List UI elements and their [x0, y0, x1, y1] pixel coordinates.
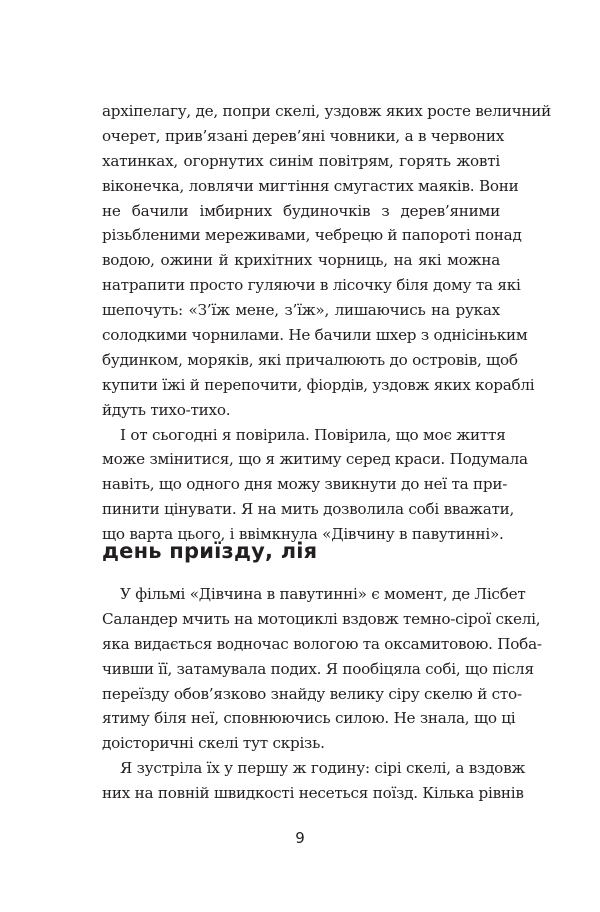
text-line: ятиму біля неї, сповнюючись силою. Не знала, що ці	[102, 709, 516, 728]
text-line: може змінитися, що я житиму серед краси. Подумала	[102, 450, 528, 469]
text-line: що варта цього, і ввімкнула «Дівчину в павутинні».	[102, 525, 504, 544]
paragraph-1	[102, 99, 551, 423]
text-line: Я зустріла їх у першу ж годину: сірі скелі, а вздовж	[120, 759, 526, 778]
text-line: І от сьогодні я повірила. Повірила, що моє життя	[120, 425, 506, 444]
text-block-top	[102, 99, 551, 547]
section-heading: день приїзду, лія	[102, 539, 318, 563]
text-line: очерет, прив’язані дерев’яні човники, а в червоних	[102, 126, 505, 145]
text-line: У фільмі «Дівчина в павутинні» є момент, де Лісбет	[120, 585, 526, 603]
text-line: купити їжі й перепочити, фіордів, уздовж яких кораблі	[102, 375, 535, 394]
text-line: чивши її, затамувала подих. Я пообіцяла собі, що після	[102, 659, 534, 678]
book-page	[102, 99, 551, 803]
text-line: йдуть тихо-тихо.	[102, 400, 231, 419]
text-line: доісторичні скелі тут скрізь.	[102, 734, 325, 753]
text-line: них на повній швидкості несеться поїзд. Кілька рівнів	[102, 784, 524, 803]
text-line: переїзду обов’язково знайду велику сіру скелю й сто-	[102, 684, 522, 703]
text-line: натрапити просто гуляючи в лісочку біля дому та які	[102, 276, 521, 295]
text-line: Саландер мчить на мотоциклі вздовж темно-сірої скелі,	[102, 609, 541, 628]
text-line: шепочуть: «З’їж мене, з’їж», лишаючись на руках	[102, 301, 500, 320]
text-line: пинити цінувати. Я на мить дозволила собі вважати,	[102, 500, 515, 519]
text-line: будинком, моряків, які причалюють до островів, щоб	[102, 350, 518, 369]
text-block-bottom	[102, 582, 542, 806]
text-line: не бачили імбирних будиночків з дерев’яними	[102, 201, 500, 220]
text-line: різьбленими мереживами, чебрецю й папороті понад	[102, 226, 522, 245]
text-line: навіть, що одного дня можу звикнути до неї та при-	[102, 475, 508, 494]
paragraph-2	[102, 423, 528, 547]
text-line: яка видається водночас вологою та оксамитовою. Поба-	[102, 634, 542, 653]
page-number: 9	[295, 829, 305, 847]
text-line: хатинках, огорнутих синім повітрям, горять жовті	[102, 151, 500, 170]
text-line: солодкими чорнилами. Не бачили шхер з однісіньким	[102, 326, 528, 345]
text-line: віконечка, ловлячи мигтіння смугастих маяків. Вони	[102, 176, 519, 195]
text-line: водою, ожини й крихітних чорниць, на які можна	[102, 251, 500, 270]
paragraph-3	[102, 582, 542, 756]
paragraph-4	[102, 756, 526, 806]
text-line: архіпелагу, де, попри скелі, уздовж яких росте величний	[102, 102, 551, 120]
